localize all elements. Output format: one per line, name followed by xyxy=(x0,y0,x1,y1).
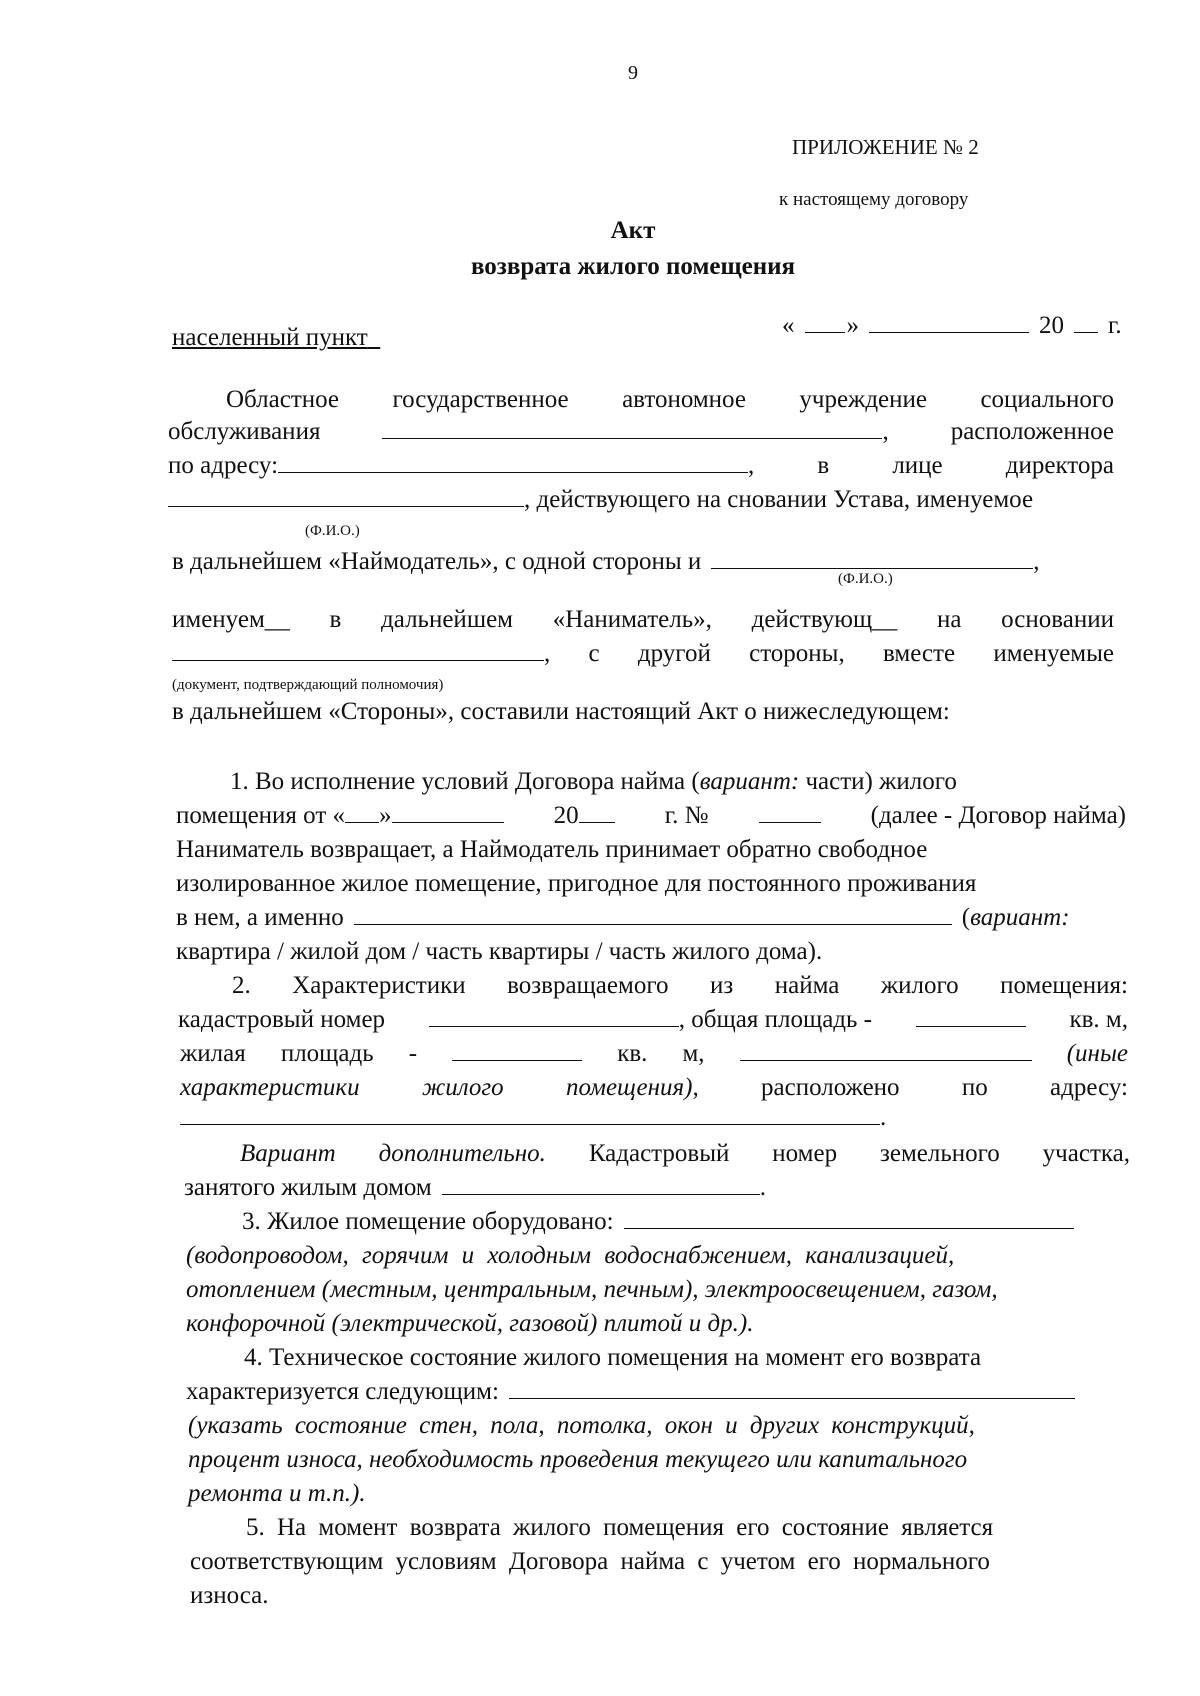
p5-line-1: 5. На момент возврата жилого помещения его состояние является xyxy=(246,1514,994,1541)
p5-line-2: соответствующим условиям Договора найма с учетом его нормального xyxy=(190,1548,990,1575)
month-blank xyxy=(869,331,1029,333)
p4-line-5: ремонта и т.п.). xyxy=(188,1480,366,1507)
contract-year-blank xyxy=(579,821,615,823)
p1-line-6: квартира / жилой дом / часть квартиры / часть жилого дома). xyxy=(176,938,823,965)
p1-line-5: в нем, а именно (вариант: xyxy=(176,904,1070,931)
page-number: 9 xyxy=(628,62,638,84)
fio-label-2: (Ф.И.О.) xyxy=(838,571,893,587)
total-area-blank xyxy=(916,1025,1026,1027)
p1-line-3: Наниматель возвращает, а Наймодатель принимает обратно свободное xyxy=(176,836,928,863)
contract-number-blank xyxy=(759,821,821,823)
org-name-blank xyxy=(382,437,882,439)
day-blank xyxy=(805,331,845,333)
p2-line-4: характеристики жилого помещения), расположено по адресу: xyxy=(180,1074,1128,1101)
p2-line-2: кадастровый номер , общая площадь - кв. м, xyxy=(178,1006,1128,1033)
place-line xyxy=(172,324,390,352)
p3-line-3: отоплением (местным, центральным, печным), электроосвещением, газом, xyxy=(186,1276,998,1303)
p4-line-1: 4. Техническое состояние жилого помещения на момент его возврата xyxy=(244,1344,982,1371)
document-title: Акт xyxy=(610,217,656,244)
intro-line-1: Областное государственное автономное учреждение социального xyxy=(226,386,1114,413)
fio-label-1: (Ф.И.О.) xyxy=(305,523,360,539)
p5-line-3: износа. xyxy=(190,1582,269,1609)
tenant-fio-blank xyxy=(711,567,1033,569)
cadastral-number-blank xyxy=(429,1025,679,1027)
authority-doc-blank xyxy=(172,659,544,661)
year-blank xyxy=(1074,331,1098,333)
p2-line-6: Вариант дополнительно. Кадастровый номер земельного участка, xyxy=(240,1140,1130,1167)
intro-line-8: в дальнейшем «Стороны», составили настоящий Акт о нижеследующем: xyxy=(172,698,950,725)
p2-line-3: жилая площадь - кв. м, (иные xyxy=(180,1040,1128,1067)
location-address-blank xyxy=(180,1123,880,1125)
intro-line-5: в дальнейшем «Наймодатель», с одной стороны и , xyxy=(172,548,1040,575)
director-fio-blank xyxy=(168,505,524,507)
p3-line-1: 3. Жилое помещение оборудовано: xyxy=(242,1208,1084,1236)
address-blank xyxy=(278,471,748,473)
p4-line-3: (указать состояние стен, пола, потолка, окон и других конструкций, xyxy=(188,1412,975,1439)
intro-line-3: по адресу: , в лице директора xyxy=(168,452,1114,479)
p1-line-1: 1. Во исполнение условий Договора найма (вариант: части) жилого xyxy=(230,768,957,795)
authority-doc-label: (документ, подтверждающий полномочия) xyxy=(172,677,444,693)
appendix-number: ПРИЛОЖЕНИЕ № 2 xyxy=(792,135,979,159)
p2-line-7: занятого жилым домом . xyxy=(184,1174,766,1201)
land-cadastral-blank xyxy=(442,1193,760,1195)
p3-line-2: (водопроводом, горячим и холодным водоснабжением, канализацией, xyxy=(186,1242,955,1269)
document-subtitle: возврата жилого помещения xyxy=(470,253,796,280)
p1-line-4: изолированное жилое помещение, пригодное для постоянного проживания xyxy=(176,870,977,897)
equipment-blank xyxy=(624,1227,1074,1229)
p2-line-5: . xyxy=(180,1104,886,1132)
condition-blank xyxy=(509,1397,1075,1399)
place-field: населенный пункт xyxy=(172,324,368,351)
contract-day-blank xyxy=(345,821,379,823)
p3-line-4: конфорочной (электрической, газовой) плитой и др.). xyxy=(186,1310,754,1337)
living-area-blank xyxy=(452,1059,582,1061)
appendix-subtitle: к настоящему договору xyxy=(779,189,969,210)
contract-month-blank xyxy=(392,821,504,823)
premises-type-blank xyxy=(354,923,952,925)
intro-line-2: обслуживания , расположенное xyxy=(168,418,1114,445)
p1-line-2: помещения от « » 20 г. № (далее - Договор найма) xyxy=(176,802,1126,829)
date-line: « » 20 г. xyxy=(782,312,1122,339)
p2-line-1: 2. Характеристики возвращаемого из найма жилого помещения: xyxy=(232,972,1128,999)
p4-line-4: процент износа, необходимость проведения текущего или капитального xyxy=(188,1446,968,1473)
intro-line-4: , действующего на сновании Устава, именуемое xyxy=(168,486,1043,514)
intro-line-7: , с другой стороны, вместе именуемые xyxy=(172,640,1114,668)
other-characteristics-blank xyxy=(740,1059,1032,1061)
p4-line-2: характеризуется следующим: xyxy=(186,1378,1085,1406)
intro-line-6: именуем__ в дальнейшем «Наниматель», действующ__ на основании xyxy=(172,606,1114,633)
